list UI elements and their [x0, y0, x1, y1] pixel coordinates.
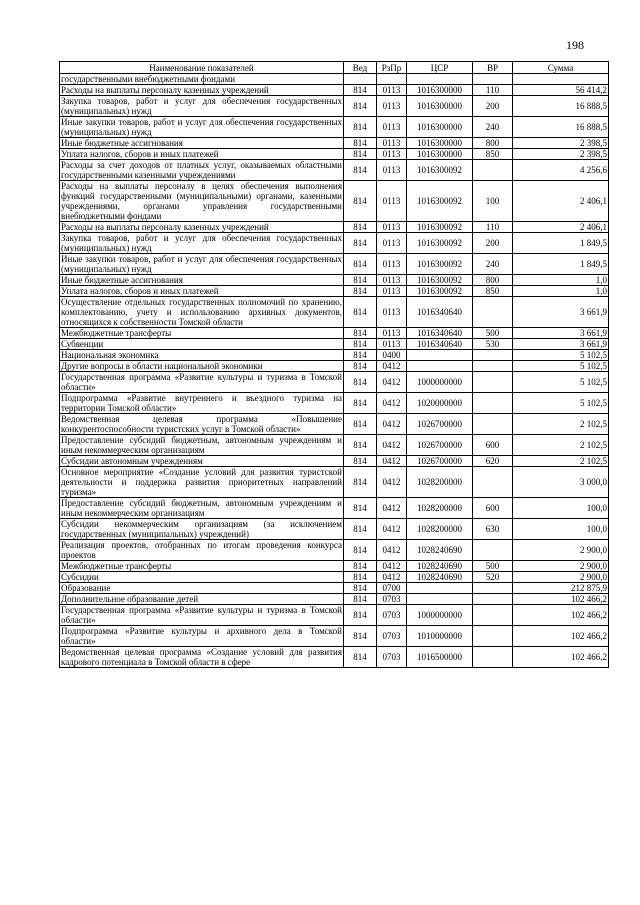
table-row [60, 572, 609, 583]
row-csr: 1016300092 [407, 222, 473, 233]
row-vr: 520 [473, 572, 513, 583]
row-rzpr: 0703 [377, 647, 407, 668]
row-csr: 1028240690 [407, 561, 473, 572]
table-body [60, 74, 609, 668]
row-sum: 2 406,1 [513, 222, 609, 233]
row-vr: 240 [473, 254, 513, 275]
row-rzpr: 0113 [377, 138, 407, 149]
row-name: Расходы на выплаты персоналу в целях обеспечения выполнения функций государственными (муниципальными) органами, казенными учреждениями, органами управления государственными внебюджетными фондами [61, 181, 342, 221]
row-rzpr: 0412 [377, 435, 407, 456]
row-name: Иные бюджетные ассигнования [60, 138, 344, 149]
row-csr: 1016300092 [407, 181, 473, 222]
row-vr: 600 [473, 498, 513, 519]
page-number: 198 [566, 38, 584, 52]
row-ved: 814 [344, 160, 377, 181]
table-row [60, 594, 609, 605]
row-sum [513, 74, 609, 85]
table-row [60, 498, 609, 519]
table-row [60, 222, 609, 233]
row-ved [344, 74, 377, 85]
row-name: Субсидии [60, 572, 344, 583]
row-sum: 102 466,2 [513, 647, 609, 668]
table-row [60, 149, 609, 160]
row-vr [473, 626, 513, 647]
row-csr: 1016300000 [407, 85, 473, 96]
table-row [60, 138, 609, 149]
table-row [60, 361, 609, 372]
row-csr: 1016300092 [407, 160, 473, 181]
row-csr: 1016340640 [407, 339, 473, 350]
row-sum: 2 102,5 [513, 435, 609, 456]
row-sum: 102 466,2 [513, 594, 609, 605]
row-name: Иные бюджетные ассигнования [60, 275, 344, 286]
row-rzpr: 0113 [377, 286, 407, 297]
table-row [60, 435, 609, 456]
row-rzpr: 0412 [377, 372, 407, 393]
row-name: Подпрограмма «Развитие культуры и архивного дела в Томской области» [61, 626, 342, 646]
row-rzpr: 0113 [377, 160, 407, 181]
row-ved: 814 [344, 626, 377, 647]
header-csr: ЦСР [407, 62, 473, 74]
table-row [60, 328, 609, 339]
row-sum: 5 102,5 [513, 393, 609, 414]
row-name: Ведомственная целевая программа «Повышение конкурентоспособности туристских услуг в Томской области» [61, 414, 342, 434]
row-vr [473, 297, 513, 328]
table-row [60, 160, 609, 181]
row-ved: 814 [344, 149, 377, 160]
row-ved: 814 [344, 456, 377, 467]
row-ved: 814 [344, 275, 377, 286]
row-ved: 814 [344, 339, 377, 350]
row-name: Основное мероприятие «Создание условий для развития туристской деятельности и поддержка развития приоритетных направлений туризма» [61, 467, 342, 497]
row-ved: 814 [344, 297, 377, 328]
row-csr [407, 361, 473, 372]
row-sum: 5 102,5 [513, 372, 609, 393]
row-ved: 814 [344, 286, 377, 297]
row-csr: 1016340640 [407, 297, 473, 328]
row-sum: 5 102,5 [513, 361, 609, 372]
row-ved: 814 [344, 414, 377, 435]
row-rzpr: 0113 [377, 117, 407, 138]
row-rzpr: 0703 [377, 626, 407, 647]
row-sum: 100,0 [513, 519, 609, 540]
table-row [60, 339, 609, 350]
row-ved: 814 [344, 138, 377, 149]
row-sum: 2 900,0 [513, 540, 609, 561]
row-csr: 1016300092 [407, 254, 473, 275]
row-ved: 814 [344, 96, 377, 117]
row-sum: 56 414,2 [513, 85, 609, 96]
row-name: Закупка товаров, работ и услуг для обеспечения государственных (муниципальных) нужд [61, 233, 342, 253]
row-rzpr: 0412 [377, 393, 407, 414]
row-sum: 3 661,9 [513, 339, 609, 350]
row-rzpr: 0400 [377, 350, 407, 361]
row-vr [473, 361, 513, 372]
header-rzpr: РзПр [377, 62, 407, 74]
row-csr: 1016300000 [407, 138, 473, 149]
table-row [60, 297, 609, 328]
row-csr: 1016300092 [407, 286, 473, 297]
row-vr [473, 414, 513, 435]
row-name: Расходы за счет доходов от платных услуг, оказываемых областными государственными казенными учреждениями [61, 160, 342, 180]
table-row [60, 456, 609, 467]
row-ved: 814 [344, 361, 377, 372]
row-vr: 200 [473, 233, 513, 254]
row-sum: 1 849,5 [513, 254, 609, 275]
row-rzpr: 0412 [377, 540, 407, 561]
row-sum: 5 102,5 [513, 350, 609, 361]
row-vr: 850 [473, 149, 513, 160]
row-csr: 1016300000 [407, 149, 473, 160]
row-vr [473, 372, 513, 393]
row-sum: 2 102,5 [513, 456, 609, 467]
row-sum: 100,0 [513, 498, 609, 519]
row-csr: 1028200000 [407, 498, 473, 519]
row-ved: 814 [344, 328, 377, 339]
row-sum: 16 888,5 [513, 96, 609, 117]
row-vr [473, 583, 513, 594]
row-vr: 800 [473, 275, 513, 286]
row-rzpr: 0113 [377, 222, 407, 233]
row-sum: 102 466,2 [513, 626, 609, 647]
row-vr [473, 605, 513, 626]
table-row [60, 233, 609, 254]
table-row [60, 467, 609, 498]
row-rzpr: 0700 [377, 583, 407, 594]
row-csr: 1000000000 [407, 372, 473, 393]
row-name: Расходы на выплаты персоналу казенных учреждений [60, 85, 344, 96]
row-csr: 1016500000 [407, 647, 473, 668]
row-csr [407, 583, 473, 594]
row-csr: 1016300092 [407, 275, 473, 286]
row-csr: 1010000000 [407, 626, 473, 647]
row-vr: 500 [473, 328, 513, 339]
row-sum: 102 466,2 [513, 605, 609, 626]
row-csr: 1016300092 [407, 233, 473, 254]
table-row [60, 350, 609, 361]
row-ved: 814 [344, 519, 377, 540]
row-sum: 2 900,0 [513, 572, 609, 583]
table-row [60, 561, 609, 572]
row-rzpr: 0412 [377, 561, 407, 572]
row-vr [473, 540, 513, 561]
row-vr [473, 160, 513, 181]
row-rzpr: 0703 [377, 594, 407, 605]
row-name: Другие вопросы в области национальной экономики [60, 361, 344, 372]
row-vr: 200 [473, 96, 513, 117]
row-csr: 1028240690 [407, 540, 473, 561]
row-rzpr: 0412 [377, 519, 407, 540]
row-rzpr: 0412 [377, 456, 407, 467]
row-rzpr [377, 74, 407, 85]
row-csr: 1000000000 [407, 605, 473, 626]
row-sum: 212 875,9 [513, 583, 609, 594]
row-name: Иные закупки товаров, работ и услуг для обеспечения государственных (муниципальных) нужд [61, 117, 342, 137]
row-ved: 814 [344, 372, 377, 393]
table-row [60, 85, 609, 96]
row-name: государственными внебюджетными фондами [60, 74, 344, 85]
row-vr: 850 [473, 286, 513, 297]
row-name: Государственная программа «Развитие культуры и туризма в Томской области» [61, 605, 342, 625]
row-rzpr: 0113 [377, 85, 407, 96]
row-name: Осуществление отдельных государственных полномочий по хранению, комплектованию, учету и использованию архивных документов, относящихся к собственности Томской области [61, 297, 342, 327]
table-row [60, 540, 609, 561]
table-row [60, 647, 609, 668]
row-rzpr: 0412 [377, 361, 407, 372]
table-row [60, 583, 609, 594]
table-row [60, 181, 609, 222]
table-row [60, 74, 609, 85]
row-vr: 100 [473, 181, 513, 222]
row-csr: 1028240690 [407, 572, 473, 583]
row-sum: 3 661,9 [513, 297, 609, 328]
table-row [60, 605, 609, 626]
row-ved: 814 [344, 647, 377, 668]
row-sum: 1 849,5 [513, 233, 609, 254]
row-name: Дополнительное образование детей [60, 594, 344, 605]
table-row [60, 519, 609, 540]
table-row [60, 96, 609, 117]
row-csr: 1026700000 [407, 435, 473, 456]
header-row [60, 62, 609, 74]
row-rzpr: 0113 [377, 233, 407, 254]
row-sum: 1,0 [513, 275, 609, 286]
row-rzpr: 0113 [377, 149, 407, 160]
table-header [60, 62, 609, 74]
row-ved: 814 [344, 605, 377, 626]
row-ved: 814 [344, 583, 377, 594]
row-vr: 530 [473, 339, 513, 350]
row-rzpr: 0412 [377, 414, 407, 435]
table-row [60, 414, 609, 435]
row-ved: 814 [344, 233, 377, 254]
row-sum: 3 000,0 [513, 467, 609, 498]
table-row [60, 372, 609, 393]
row-name: Уплата налогов, сборов и иных платежей [60, 149, 344, 160]
row-vr: 240 [473, 117, 513, 138]
row-ved: 814 [344, 85, 377, 96]
row-csr: 1016300000 [407, 96, 473, 117]
row-name: Предоставление субсидий бюджетным, автономным учреждениям и иным некоммерческим организациям [61, 498, 342, 518]
row-name: Межбюджетные трансферты [60, 561, 344, 572]
row-sum: 3 661,9 [513, 328, 609, 339]
row-vr: 110 [473, 85, 513, 96]
row-ved: 814 [344, 594, 377, 605]
row-ved: 814 [344, 572, 377, 583]
row-sum: 2 406,1 [513, 181, 609, 222]
row-name: Национальная экономика [60, 350, 344, 361]
row-vr: 630 [473, 519, 513, 540]
row-ved: 814 [344, 254, 377, 275]
row-csr [407, 350, 473, 361]
row-ved: 814 [344, 393, 377, 414]
row-ved: 814 [344, 350, 377, 361]
table-row [60, 117, 609, 138]
row-rzpr: 0113 [377, 96, 407, 117]
row-name: Иные закупки товаров, работ и услуг для обеспечения государственных (муниципальных) нужд [61, 254, 342, 274]
row-rzpr: 0113 [377, 254, 407, 275]
row-vr [473, 393, 513, 414]
row-csr: 1016340640 [407, 328, 473, 339]
row-csr: 1026700000 [407, 456, 473, 467]
budget-table [59, 61, 609, 668]
row-rzpr: 0113 [377, 297, 407, 328]
row-vr: 110 [473, 222, 513, 233]
table-row [60, 286, 609, 297]
row-ved: 814 [344, 540, 377, 561]
row-sum: 2 398,5 [513, 149, 609, 160]
header-sum: Сумма [513, 62, 609, 74]
table-row [60, 626, 609, 647]
row-rzpr: 0412 [377, 498, 407, 519]
row-vr: 500 [473, 561, 513, 572]
row-vr [473, 74, 513, 85]
row-ved: 814 [344, 467, 377, 498]
row-name: Субвенции [60, 339, 344, 350]
row-rzpr: 0113 [377, 328, 407, 339]
row-ved: 814 [344, 561, 377, 572]
row-vr: 800 [473, 138, 513, 149]
row-name: Субсидии автономным учреждениям [60, 456, 344, 467]
row-name: Субсидии некоммерческим организациям (за исключением государственных (муниципальных) учреждений) [61, 519, 342, 539]
row-csr [407, 74, 473, 85]
row-ved: 814 [344, 181, 377, 222]
row-rzpr: 0113 [377, 275, 407, 286]
row-csr: 1016300000 [407, 117, 473, 138]
row-vr [473, 350, 513, 361]
row-name: Предоставление субсидий бюджетным, автономным учреждениям и иным некоммерческим организациям [61, 435, 342, 455]
row-name: Уплата налогов, сборов и иных платежей [60, 286, 344, 297]
row-ved: 814 [344, 222, 377, 233]
row-sum: 1,0 [513, 286, 609, 297]
table-row [60, 275, 609, 286]
row-vr [473, 467, 513, 498]
row-ved: 814 [344, 117, 377, 138]
header-name: Наименование показателей [60, 62, 344, 74]
row-name: Закупка товаров, работ и услуг для обеспечения государственных (муниципальных) нужд [61, 96, 342, 116]
row-name: Реализация проектов, отобранных по итогам проведения конкурса проектов [61, 540, 342, 560]
row-sum: 2 398,5 [513, 138, 609, 149]
row-sum: 2 102,5 [513, 414, 609, 435]
row-rzpr: 0703 [377, 605, 407, 626]
header-vr: ВР [473, 62, 513, 74]
row-sum: 16 888,5 [513, 117, 609, 138]
row-csr: 1028200000 [407, 467, 473, 498]
row-ved: 814 [344, 498, 377, 519]
table-row [60, 393, 609, 414]
row-name: Расходы на выплаты персоналу казенных учреждений [60, 222, 344, 233]
row-name: Ведомственная целевая программа «Создание условий для развития кадрового потенциала в Томской области в сфере [61, 647, 342, 667]
table-row [60, 254, 609, 275]
header-ved: Вед [344, 62, 377, 74]
row-csr [407, 594, 473, 605]
row-rzpr: 0113 [377, 181, 407, 222]
row-name: Образование [60, 583, 344, 594]
row-vr [473, 647, 513, 668]
row-csr: 1026700000 [407, 414, 473, 435]
row-vr [473, 594, 513, 605]
row-sum: 2 900,0 [513, 561, 609, 572]
row-vr: 620 [473, 456, 513, 467]
row-name: Государственная программа «Развитие культуры и туризма в Томской области» [61, 372, 342, 392]
row-csr: 1020000000 [407, 393, 473, 414]
row-name: Межбюджетные трансферты [60, 328, 344, 339]
row-rzpr: 0412 [377, 572, 407, 583]
row-csr: 1028200000 [407, 519, 473, 540]
row-vr: 600 [473, 435, 513, 456]
row-ved: 814 [344, 435, 377, 456]
row-name: Подпрограмма «Развитие внутреннего и въездного туризма на территории Томской области» [61, 393, 342, 413]
row-rzpr: 0412 [377, 467, 407, 498]
row-sum: 4 256,6 [513, 160, 609, 181]
row-rzpr: 0113 [377, 339, 407, 350]
